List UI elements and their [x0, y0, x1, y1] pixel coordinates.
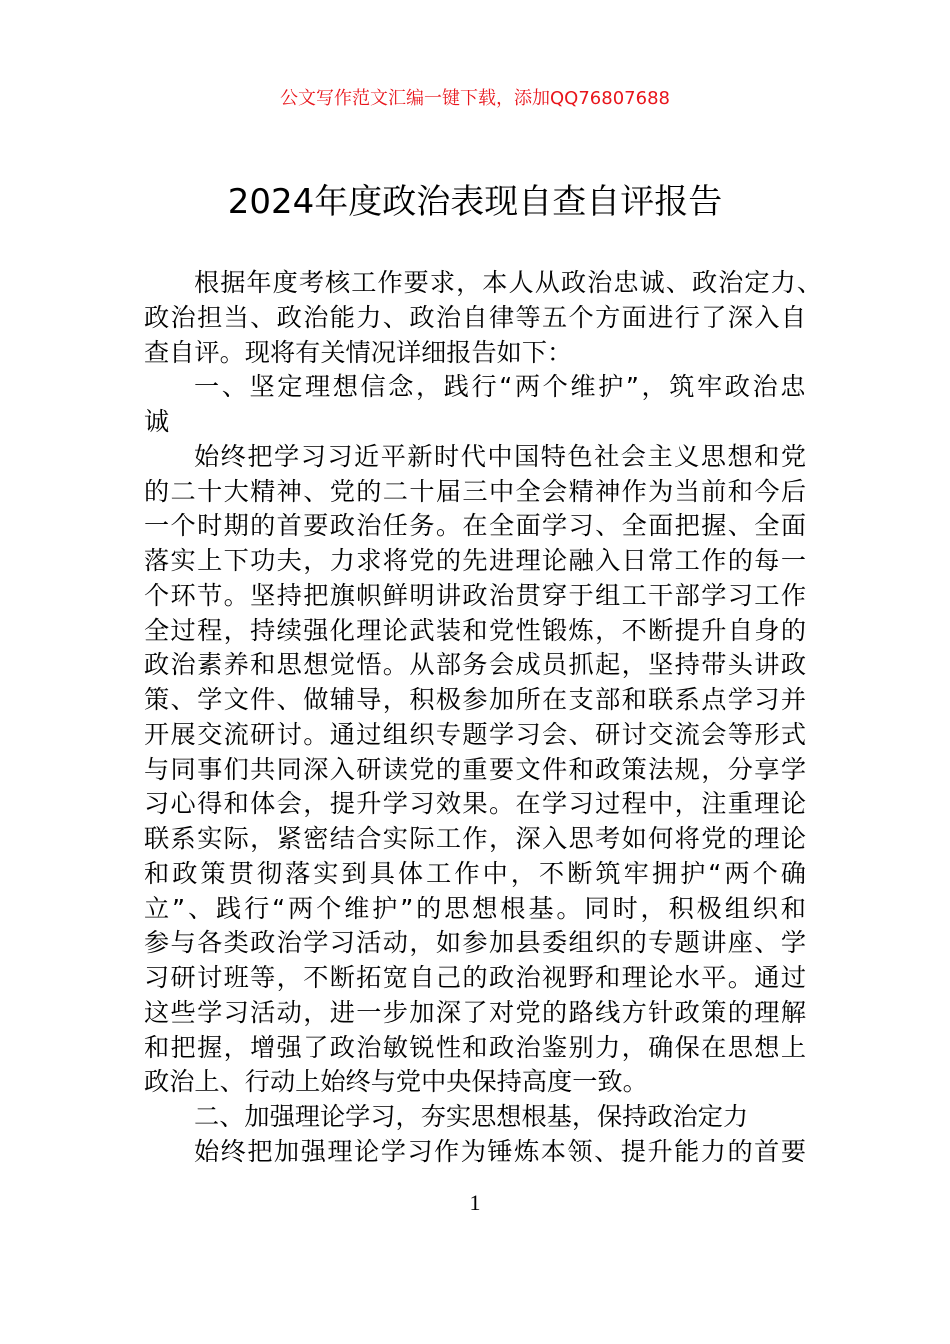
paragraph-line: 政治素养和思想觉悟。从部务会成员抓起，坚持带头讲政	[144, 650, 806, 680]
paragraph-line: 和把握，增强了政治敏锐性和政治鉴别力，确保在思想上	[144, 1032, 806, 1062]
paragraph-line: 的二十大精神、党的二十届三中全会精神作为当前和今后	[144, 476, 806, 506]
paragraph-line: 落实上下功夫，力求将党的先进理论融入日常工作的每一	[144, 546, 806, 575]
section-heading-2: 二、加强理论学习，夯实思想根基，保持政治定力	[194, 1102, 749, 1131]
paragraph-line: 政治担当、政治能力、政治自律等五个方面进行了深入自	[144, 302, 806, 332]
document-body	[144, 266, 822, 1170]
paragraph-line: 个环节。坚持把旗帜鲜明讲政治贯穿于组工干部学习工作	[144, 580, 806, 610]
section-heading-1-cont: 诚	[144, 407, 170, 436]
paragraph-line: 与同事们共同深入研读党的重要文件和政策法规，分享学	[144, 754, 806, 784]
paragraph-line: 根据年度考核工作要求，本人从政治忠诚、政治定力、	[194, 268, 822, 297]
paragraph-line: 一个时期的首要政治任务。在全面学习、全面把握、全面	[144, 511, 806, 541]
paragraph-line: 和政策贯彻落实到具体工作中，不断筑牢拥护“两个确	[144, 858, 806, 888]
paragraph-line: 策、学文件、做辅导，积极参加所在支部和联系点学习并	[144, 685, 806, 714]
document-title: 2024年度政治表现自查自评报告	[227, 182, 723, 222]
paragraph-line: 联系实际，紧密结合实际工作，深入思考如何将党的理论	[144, 824, 806, 853]
section-heading-1: 一、坚定理想信念，践行“两个维护”，筑牢政治忠	[194, 372, 806, 402]
paragraph-line: 立”、践行“两个维护”的思想根基。同时，积极组织和	[144, 893, 806, 923]
paragraph-line: 参与各类政治学习活动，如参加县委组织的专题讲座、学	[144, 928, 806, 958]
paragraph-line: 查自评。现将有关情况详细报告如下：	[144, 337, 573, 367]
page-number: 1	[469, 1190, 481, 1215]
paragraph-line: 习研讨班等，不断拓宽自己的政治视野和理论水平。通过	[144, 963, 806, 992]
paragraph-line: 始终把学习习近平新时代中国特色社会主义思想和党	[194, 441, 806, 471]
paragraph-line: 开展交流研讨。通过组织专题学习会、研讨交流会等形式	[144, 719, 806, 749]
paragraph-line: 习心得和体会，提升学习效果。在学习过程中，注重理论	[144, 789, 806, 819]
paragraph-line: 始终把加强理论学习作为锤炼本领、提升能力的首要	[194, 1136, 806, 1166]
paragraph-line: 这些学习活动，进一步加深了对党的路线方针政策的理解	[144, 997, 806, 1027]
download-banner: 公文写作范文汇编一键下载，添加QQ76807688	[280, 88, 670, 109]
paragraph-line: 全过程，持续强化理论武装和党性锻炼，不断提升自身的	[144, 615, 806, 645]
paragraph-line: 政治上、行动上始终与党中央保持高度一致。	[144, 1067, 648, 1097]
